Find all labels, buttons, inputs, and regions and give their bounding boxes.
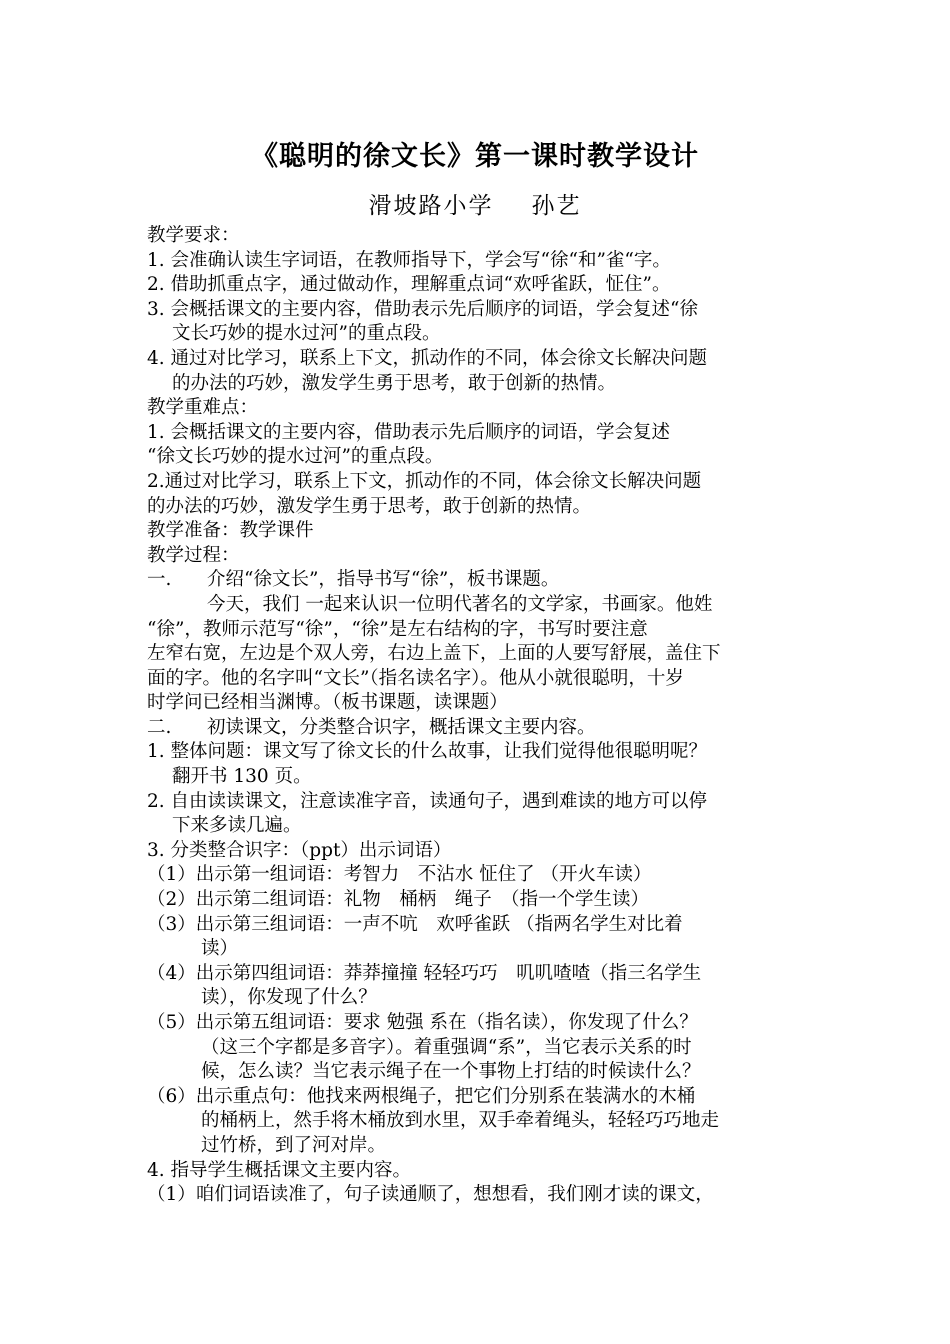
section-label: 一.: [147, 569, 172, 591]
text-line: 的办法的巧妙，激发学生勇于思考，敢于创新的热情。: [172, 372, 617, 394]
text-line: （5）出示第五组词语：要求 勉强 系在（指名读），你发现了什么？: [147, 1012, 698, 1033]
text-line: 2.通过对比学习，联系上下文，抓动作的不同，体会徐文长解决问题: [147, 470, 702, 492]
section-label: 二.: [147, 716, 172, 738]
heading-preparation: 教学准备：教学课件: [147, 520, 314, 542]
text-line: 的办法的巧妙，激发学生勇于思考，敢于创新的热情。: [147, 495, 592, 517]
text-line: 今天，我们 一起来认识一位明代著名的文学家，书画家。他姓: [207, 593, 713, 615]
text-line: （2）出示第二组词语：礼物 桶柄 绳子 （指一个学生读）: [147, 889, 650, 911]
section-one: [147, 568, 812, 593]
heading-process: 教学过程：: [147, 544, 240, 566]
text-line: 1. 整体问题：课文写了徐文长的什么故事，让我们觉得他很聪明呢？: [147, 741, 708, 763]
text-line: （1）咱们词语读准了，句子读通顺了，想想看，我们刚才读的课文，: [147, 1184, 714, 1206]
text-line: （6）出示重点句：他找来两根绳子，把它们分别系在装满水的木桶: [147, 1085, 696, 1107]
text-line: “徐文长巧妙的提水过河”的重点段。: [147, 446, 444, 468]
text-line: 面的字。他的名字叫“文长”（指名读名字）。他从小就很聪明，十岁: [147, 667, 684, 689]
text-line: （这三个字都是多音字）。着重强调“系”，当它表示关系的时: [201, 1036, 692, 1058]
section-text: 介绍“徐文长”，指导书写“徐”，板书课题。: [207, 569, 560, 591]
text-line: （3）出示第三组词语：一声不吭 欢呼雀跃 （指两名学生对比着: [147, 913, 683, 935]
author-line: [0, 187, 950, 220]
text-line: 过竹桥，到了河对岸。: [201, 1134, 387, 1156]
section-text: 初读课文，分类整合识字，概括课文主要内容。: [207, 716, 596, 738]
document-body: [147, 224, 812, 1208]
text-line: 下来多读几遍。: [172, 815, 302, 837]
text-line: 2. 自由读读课文，注意读准字音，读通句子，遇到难读的地方可以停: [147, 790, 708, 812]
text-line: 3. 分类整合识字：（ppt）出示词语）: [147, 839, 452, 861]
page-title: 《聪明的徐文长》第一课时教学设计: [251, 141, 699, 172]
text-line: 的桶柄上，然手将木桶放到水里，双手牵着绳头，轻轻巧巧地走: [201, 1110, 720, 1132]
author-name: 孙艺: [531, 193, 582, 219]
school-name: 滑坡路小学: [368, 193, 494, 219]
text-line: 读），你发现了什么？: [201, 987, 377, 1009]
text-line: 1. 会准确认读生字词语，在教师指导下，学会写“徐“和”雀“字。: [147, 249, 671, 271]
heading-key-points: 教学重难点：: [147, 397, 259, 419]
text-line: 读）: [201, 938, 239, 960]
section-two: [147, 716, 812, 741]
text-line: 文长巧妙的提水过河”的重点段。: [172, 323, 441, 345]
text-line: 时学问已经相当渊博。（板书课题，读课题）: [147, 692, 508, 714]
text-line: “徐”，教师示范写“徐”，“徐”是左右结构的字，书写时要注意: [147, 618, 648, 640]
text-line: 2. 借助抓重点字，通过做动作，理解重点词“欢呼雀跃，怔住”。: [147, 274, 671, 296]
text-line: 1. 会概括课文的主要内容，借助表示先后顺序的词语，学会复述: [147, 421, 671, 443]
heading-requirements: 教学要求：: [147, 225, 240, 246]
text-line: 候，怎么读？当它表示绳子在一个事物上打结的时候读什么？: [201, 1061, 701, 1083]
text-line: 3. 会概括课文的主要内容，借助表示先后顺序的词语，学会复述“徐: [147, 298, 698, 320]
text-line: （4）出示第四组词语：莽莽撞撞 轻轻巧巧 叽叽喳喳（指三名学生: [147, 962, 702, 984]
text-line: （1）出示第一组词语：考智力 不沾水 怔住了 （开火车读）: [147, 864, 652, 886]
text-line: 翻开书 130 页。: [172, 766, 312, 788]
text-line: 4. 指导学生概括课文主要内容。: [147, 1159, 412, 1181]
text-line: 左窄右宽，左边是个双人旁，右边上盖下，上面的人要写舒展，盖住下: [147, 643, 721, 665]
text-line: 4. 通过对比学习，联系上下文，抓动作的不同，体会徐文长解决问题: [147, 347, 708, 369]
